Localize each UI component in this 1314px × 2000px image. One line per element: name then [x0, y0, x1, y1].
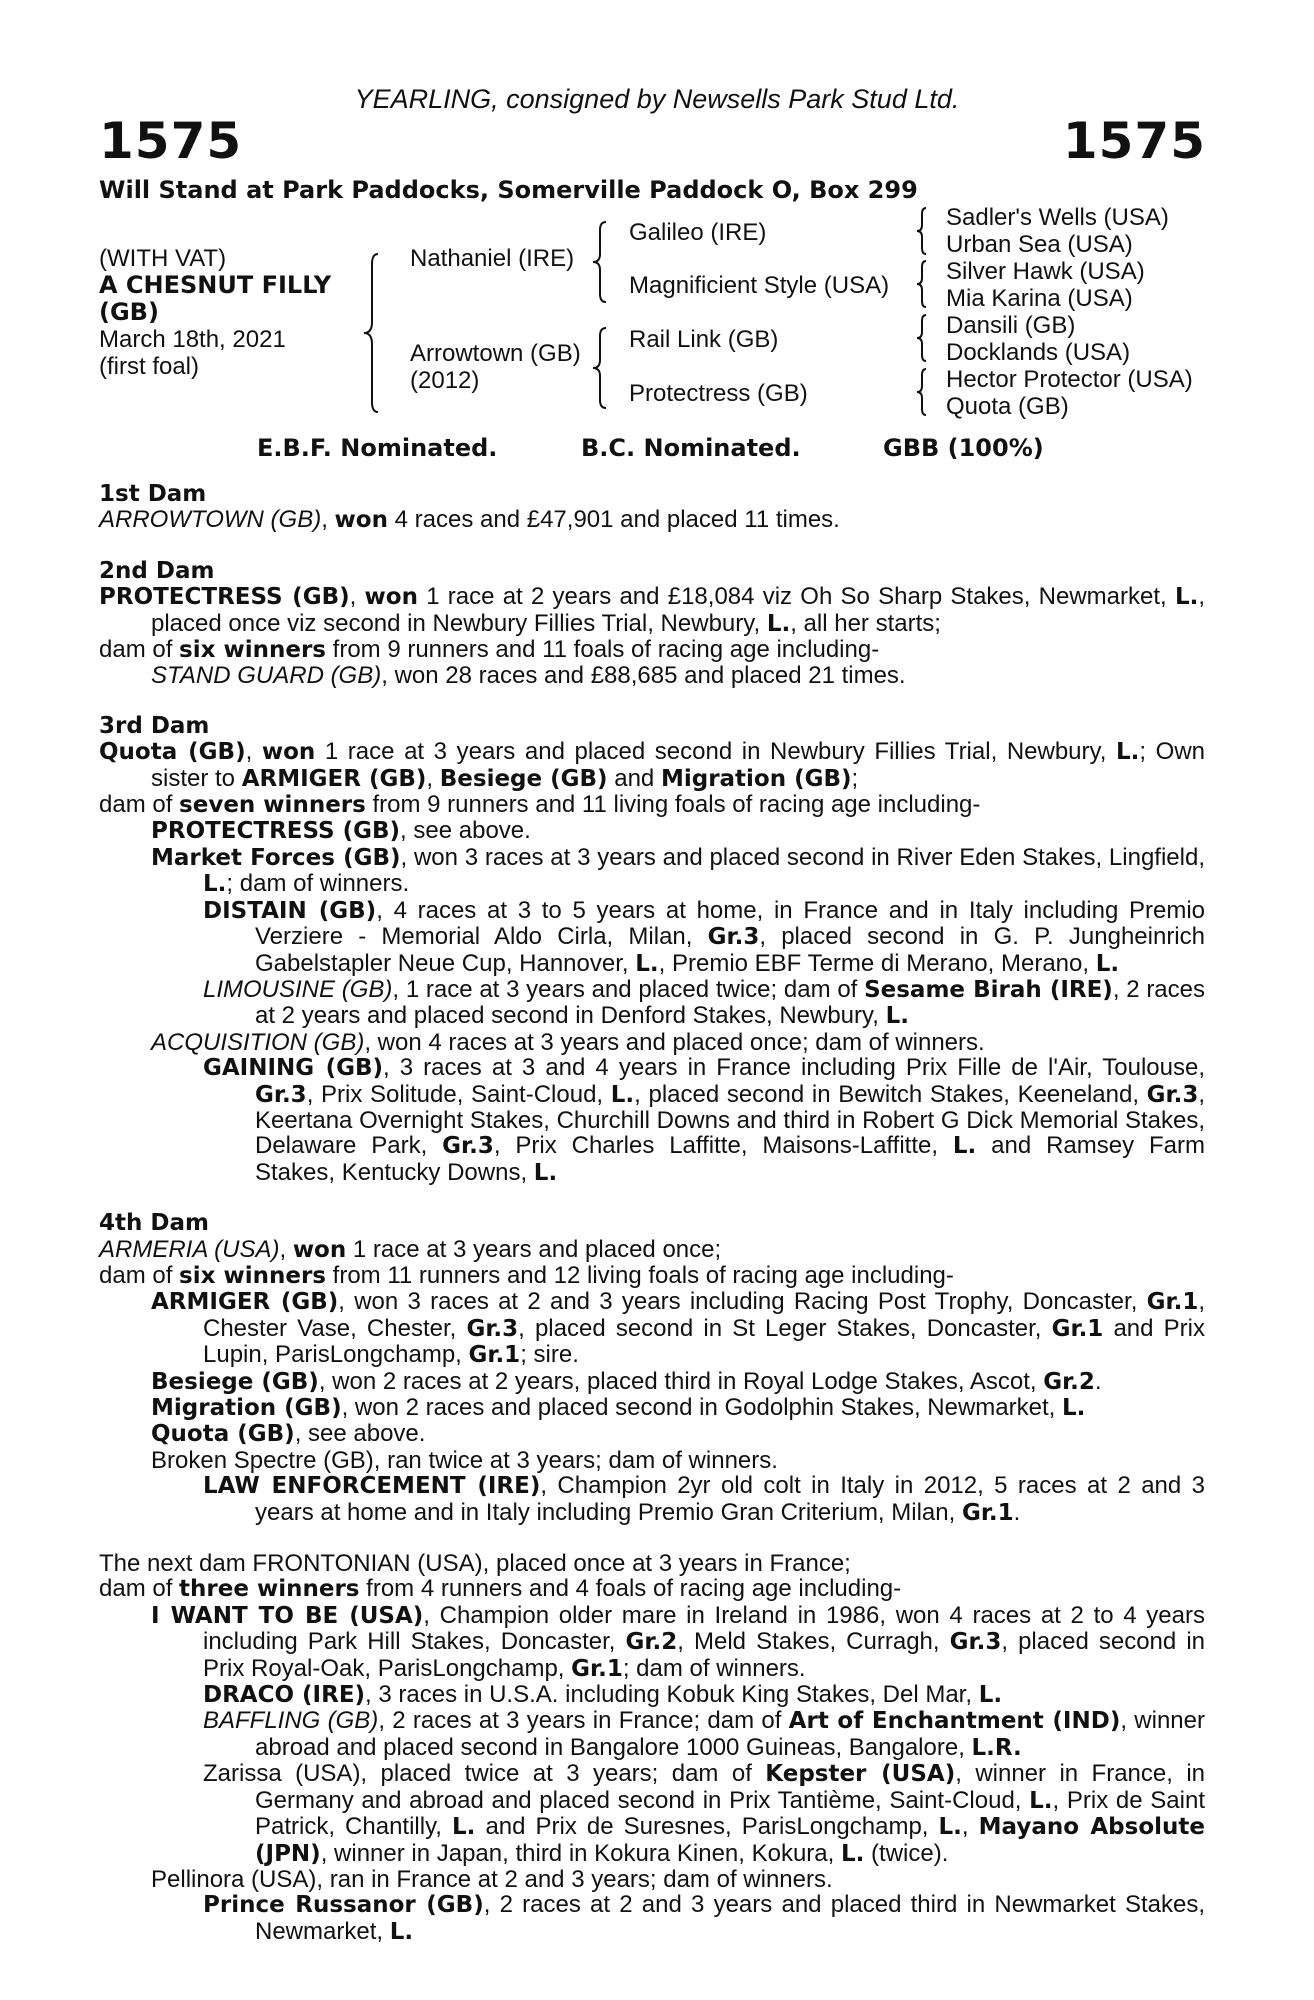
pedigree-dam-dam: Protectress (GB) — [629, 380, 808, 407]
brace-ss — [914, 206, 932, 256]
horse-name-line1: A CHESNUT FILLY — [99, 271, 332, 299]
produce-draco: DRACO (IRE), 3 races in U.S.A. including Kobuk King Stakes, Del Mar, L. — [203, 1681, 1003, 1709]
produce-limousine: LIMOUSINE (GB), 1 race at 3 years and placed twice; dam of Sesame Birah (IRE), 2 races at 2 years and placed second in Denford Stakes, Newbury, L. — [203, 975, 1205, 1030]
pedigree-dds: Hector Protector (USA) — [946, 366, 1193, 393]
first-dam-heading: 1st Dam — [99, 481, 207, 507]
produce-i-want-to-be: I WANT TO BE (USA), Champion older mare in Ireland in 1986, won 4 races at 2 to 4 years including Park Hill Stakes, Doncaster, Gr.2, Meld Stakes, Curragh, Gr.3, placed second in Prix Royal-Oak, ParisLongchamp, Gr.1; dam of winners. — [151, 1601, 1206, 1682]
brace-ds — [914, 313, 932, 363]
brace-main — [360, 252, 390, 414]
produce-protectress: PROTECTRESS (GB), see above. — [151, 817, 531, 845]
lot-number-left: 1575 — [99, 112, 243, 170]
next-dam-entry: The next dam FRONTONIAN (USA), placed once at 3 years in France; — [99, 1550, 851, 1578]
pedigree-sire: Nathaniel (IRE) — [410, 245, 575, 272]
pedigree-dsd: Docklands (USA) — [946, 339, 1131, 366]
third-dam-entry: Quota (GB), won 1 race at 3 years and placed second in Newbury Fillies Trial, Newbury, L.; Own sister to ARMIGER (GB), Besiege (GB) and Migration (GB); — [99, 738, 1206, 792]
stand-location: Will Stand at Park Paddocks, Somerville Paddock O, Box 299 — [99, 176, 918, 204]
pedigree-ddd: Quota (GB) — [946, 393, 1069, 420]
produce-baffling: BAFFLING (GB), 2 races at 3 years in France; dam of Art of Enchantment (IND), winner abroad and placed second in Bangalore 1000 Guineas, Bangalore, L.R. — [203, 1707, 1205, 1761]
dam-line-content — [99, 482, 1205, 1945]
fourth-dam-heading: 4th Dam — [99, 1210, 209, 1237]
brace-sd — [914, 259, 932, 309]
produce-acquisition: ACQUISITION (GB), won 4 races at 3 years and placed once; dam of winners. — [151, 1028, 985, 1056]
brace-dd — [914, 367, 932, 417]
foaling-date: March 18th, 2021 — [99, 326, 286, 353]
pedigree-dam-year: (2012) — [410, 367, 480, 394]
produce-stand-guard: STAND GUARD (GB), won 28 races and £88,685 and placed 21 times. — [151, 662, 906, 690]
produce-prince-russanor: Prince Russanor (GB), 2 races at 2 and 3 years and placed third in Newmarket Stakes, Newmarket, L. — [203, 1891, 1206, 1945]
second-dam-heading: 2nd Dam — [99, 557, 215, 584]
produce-law-enforcement: LAW ENFORCEMENT (IRE), Champion 2yr old colt in Italy in 2012, 5 races at 2 and 3 years at home and in Italy including Premio Gran Criterium, Milan, Gr.1. — [203, 1472, 1205, 1526]
next-dam-produce: dam of three winners from 4 runners and 4 foals of racing age including- — [99, 1575, 902, 1603]
horse-name-line2: (GB) — [99, 298, 159, 326]
produce-migration: Migration (GB), won 2 races and placed second in Godolphin Stakes, Newmarket, L. — [151, 1394, 1086, 1421]
gbb-status: GBB (100%) — [883, 434, 1044, 462]
produce-zarissa: Zarissa (USA), placed twice at 3 years; dam of Kepster (USA), winner in France, in Germany and abroad and placed second in Prix Tantième, Saint-Cloud, L., Prix de Saint Patrick, Chantilly, L. and Prix de Suresnes, ParisLongchamp, L., Mayano Absolute (JPN), winner in Japan, third in Kokura Kinen, Kokura, L. (twice). — [203, 1760, 1206, 1867]
pedigree-dam-sire: Rail Link (GB) — [629, 326, 779, 353]
second-dam-produce: dam of six winners from 9 runners and 11 foals of racing age including- — [99, 636, 880, 664]
pedigree-dss: Dansili (GB) — [946, 312, 1076, 339]
pedigree-sdd: Mia Karina (USA) — [946, 285, 1133, 312]
foal-note: (first foal) — [99, 353, 200, 380]
brace-sire — [590, 220, 614, 304]
ebf-nomination: E.B.F. Nominated. — [257, 434, 498, 462]
third-dam-heading: 3rd Dam — [99, 712, 210, 739]
vat-note: (WITH VAT) — [99, 245, 227, 272]
pedigree-dam: Arrowtown (GB) — [410, 340, 581, 367]
produce-besiege: Besiege (GB), won 2 races at 2 years, placed third in Royal Lodge Stakes, Ascot, Gr.2. — [151, 1367, 1102, 1395]
pedigree-sss: Sadler's Wells (USA) — [946, 204, 1169, 231]
third-dam-produce: dam of seven winners from 9 runners and 11 living foals of racing age including- — [99, 791, 981, 819]
first-dam-entry: ARROWTOWN (GB), won 4 races and £47,901 and placed 11 times. — [99, 506, 840, 534]
pedigree-sds: Silver Hawk (USA) — [946, 258, 1145, 285]
second-dam-entry: PROTECTRESS (GB), won 1 race at 2 years and £18,084 viz Oh So Sharp Stakes, Newmarket, L., placed once viz second in Newbury Fillies Trial, Newbury, L., all her starts; — [99, 583, 1206, 637]
pedigree-ssd: Urban Sea (USA) — [946, 231, 1133, 258]
produce-distain: DISTAIN (GB), 4 races at 3 to 5 years at home, in France and in Italy including Premio Verziere - Memorial Aldo Cirla, Milan, Gr.3, placed second in G. P. Jungheinrich Gabelstapler Neue Cup, Hannover, L., Premio EBF Terme di Merano, Merano, L. — [203, 896, 1206, 977]
produce-gaining: GAINING (GB), 3 races at 3 and 4 years in France including Prix Fille de l'Air, Toulouse, Gr.3, Prix Solitude, Saint-Cloud, L., placed second in Bewitch Stakes, Keeneland, Gr.3, Keertana Overnight Stakes, Churchill Downs and third in Robert G Dick Memorial Stakes, Delaware Park, Gr.3, Prix Charles Laffitte, Maisons-Laffitte, L. and Ramsey Farm Stakes, Kentucky Downs, L. — [203, 1054, 1206, 1186]
pedigree-sire-sire: Galileo (IRE) — [629, 219, 767, 246]
fourth-dam-entry: ARMERIA (USA), won 1 race at 3 years and placed once; — [99, 1235, 722, 1263]
consignment-line: YEARLING, consigned by Newsells Park Stud Ltd. — [354, 84, 960, 114]
lot-number-right: 1575 — [1062, 112, 1206, 170]
fourth-dam-produce: dam of six winners from 11 runners and 12 living foals of racing age including- — [99, 1261, 954, 1289]
bc-nomination: B.C. Nominated. — [581, 434, 801, 462]
produce-pellinora: Pellinora (USA), ran in France at 2 and 3 years; dam of winners. — [151, 1865, 833, 1893]
pedigree-sire-dam: Magnificient Style (USA) — [629, 272, 890, 299]
produce-quota: Quota (GB), see above. — [151, 1420, 426, 1448]
produce-market-forces: Market Forces (GB), won 3 races at 3 years and placed second in River Eden Stakes, Lingfield, L.; dam of winners. — [151, 843, 1205, 898]
produce-broken-spectre: Broken Spectre (GB), ran twice at 3 years; dam of winners. — [151, 1446, 778, 1474]
produce-armiger: ARMIGER (GB), won 3 races at 2 and 3 years including Racing Post Trophy, Doncaster, Gr.1, Chester Vase, Chester, Gr.3, placed second in St Leger Stakes, Doncaster, Gr.1 and Prix Lupin, ParisLongchamp, Gr.1; sire. — [151, 1288, 1205, 1369]
brace-dam — [590, 326, 614, 410]
